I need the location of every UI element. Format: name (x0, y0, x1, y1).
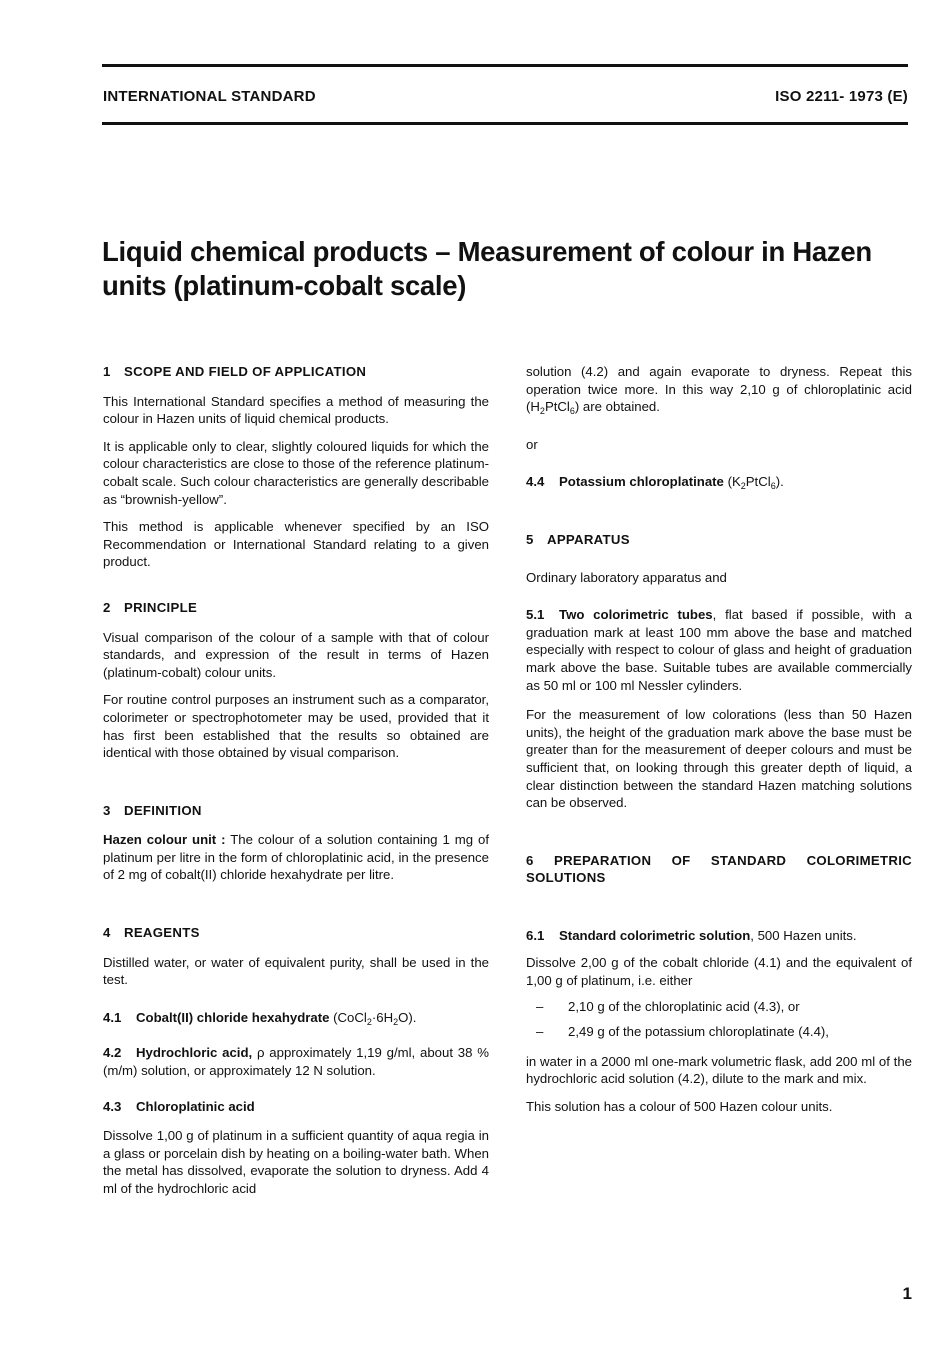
page-number: 1 (902, 1284, 912, 1303)
list-item: – 2,10 g of the chloroplatinic acid (4.3), or (536, 998, 800, 1014)
section-5-heading: 5 APPARATUS (526, 531, 630, 547)
section-2-paragraph: For routine control purposes an instrument such as a comparator, colorimeter or spectrophotometer may be used, provided that it has first been established that the results so obtained are identical with those obtained by visual comparison. (103, 692, 489, 761)
or-connector: or (526, 436, 538, 452)
section-1-paragraph: It is applicable only to clear, slightly coloured liquids for which the colour characteristics are close to those of the reference platinum-cobalt scale. Such colour characteristics are generally describable as “brownish-yellow”. (103, 438, 489, 507)
section-1-heading: 1 SCOPE AND FIELD OF APPLICATION (103, 364, 367, 379)
solution-6-1-paragraph: Dissolve 2,00 g of the cobalt chloride (4.1) and the equivalent of 1,00 g of platinum, i.e. either (526, 955, 912, 989)
standard-number: ISO 2211- 1973 (E) (775, 88, 908, 105)
apparatus-5-1: 5.1 Two colorimetric tubes, flat based if possible, with a graduation mark at least 100 mm above the base and matched especially with respect to colour of glass and height of graduation mark above the base. Suitable tubes are available commercially as 50 ml or 100 ml Nessler cylinders. (526, 607, 913, 693)
header-rule-bottom (102, 122, 908, 125)
apparatus-note: For the measurement of low colorations (less than 50 Hazen units), the height of the graduation mark above the base must be greater than for the measurement of deeper colours and must be sufficient that, on looking through this greater depth of liquid, a clear distinction between the standard Hazen matching solutions can be observed. (526, 707, 912, 811)
section-1-paragraph: This method is applicable whenever specified by an ISO Recommendation or International Standard relating to a given product. (103, 519, 489, 570)
reagent-4-4: 4.4 Potassium chloroplatinate $(K_2PtCl_6)$. (526, 474, 784, 492)
list-item: – 2,49 g of the potassium chloroplatinate (4.4), (536, 1024, 829, 1040)
section-4-heading: 4 REAGENTS (103, 925, 200, 941)
reagent-4-2: 4.2 Hydrochloric acid, ρ approximately 1,19 g/ml, about 38 % (m/m) solution, or approximately 12 N solution. (103, 1045, 489, 1079)
reagent-4-1: 4.1 Cobalt(II) chloride hexahydrate $(CoCl_2\cdot 6H_2O)$. (103, 1009, 417, 1027)
left-column (103, 363, 489, 1198)
document-type-label: INTERNATIONAL STANDARD (103, 88, 316, 105)
section-6-heading: 6 PREPARATION OF STANDARD COLORIMETRIC SOLUTIONS (526, 852, 912, 886)
solution-6-1: 6.1 Standard colorimetric solution, 500 Hazen units. (526, 927, 857, 943)
right-column (526, 363, 912, 1116)
section-4-intro: Distilled water, or water of equivalent purity, shall be used in the test. (103, 954, 489, 988)
reagent-4-3-paragraph: Dissolve 1,00 g of platinum in a sufficient quantity of aqua regia in a glass or porcelain dish by heating on a boiling-water bath. When the metal has dissolved, evaporate the solution to dryness. Add 4 ml of the hydrochloric acid (103, 1128, 489, 1196)
section-3-definition: Hazen colour unit : The colour of a solution containing 1 mg of platinum per litre in the form of chloroplatinic acid, in the presence of 2 mg of cobalt(II) chloride hexahydrate per litre. (103, 832, 490, 883)
solution-6-1-paragraph: in water in a 2000 ml one-mark volumetric flask, add 200 ml of the hydrochloric acid solution (4.2), dilute to the mark and mix. (526, 1053, 912, 1087)
section-2-heading: 2 PRINCIPLE (103, 599, 198, 615)
document-title: Liquid chemical products – Measurement of colour in Hazen units (platinum-cobalt scale) (102, 236, 872, 301)
reagent-4-3-heading: 4.3 Chloroplatinic acid (103, 1098, 255, 1114)
section-1-paragraph: This International Standard specifies a method of measuring the colour in Hazen units of liquid chemical products. (103, 393, 489, 427)
defined-term: Hazen colour unit : (103, 832, 226, 848)
reagent-4-3-continued: solution (4.2) and again evaporate to dryness. Repeat this operation twice more. In this way 2,10 g of chloroplatinic acid $(H_2PtCl_6)$ are obtained. (526, 364, 912, 417)
header-rule-top (102, 64, 908, 67)
section-2-paragraph: Visual comparison of the colour of a sample with that of colour standards, and expression of the result in terms of Hazen (platinum-cobalt) colour units. (103, 629, 489, 680)
section-5-intro: Ordinary laboratory apparatus and (526, 569, 727, 585)
solution-6-1-paragraph: This solution has a colour of 500 Hazen colour units. (526, 1099, 833, 1115)
section-3-heading: 3 DEFINITION (103, 802, 202, 818)
